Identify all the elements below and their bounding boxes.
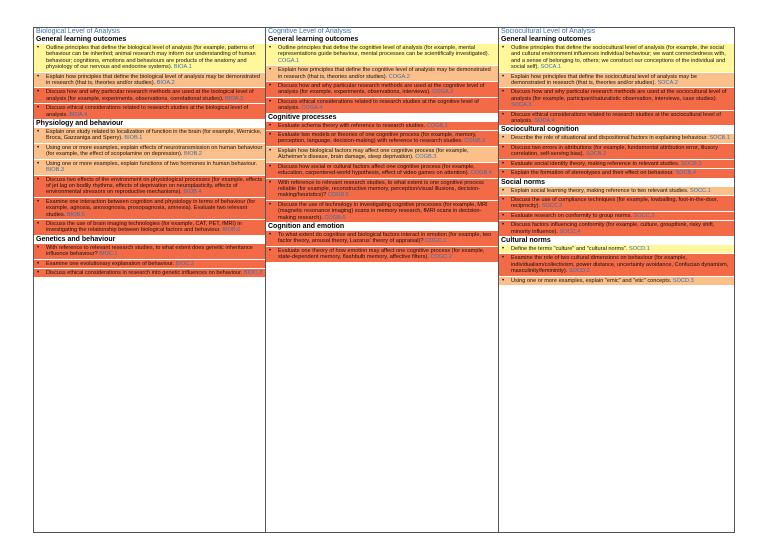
outcome-text: Discuss how and why particular research methods are used at the sociocultural level of analysis (for example, participant/naturalistic observation, interviews, case studies). [511,89,727,102]
bullet-icon: • [502,212,505,219]
outcome-text: Discuss two errors in attributions (for example, fundamental attribution error, illusory correlation, self-serving bias). [511,144,719,158]
outcome-text-wrapper [278,99,496,112]
section-heading: General learning outcomes [266,36,498,44]
learning-outcome-item [499,196,734,212]
outcome-code: BIOB.5 [66,211,85,218]
outcome-text: Discuss how social or cultural factors affect one cognitive process (for example, education, carpentered-world hypothesis, effect of video games on attention). [278,163,475,177]
section-heading: General learning outcomes [499,36,734,44]
learning-outcome-item [34,104,265,120]
outcome-text-wrapper [511,197,732,210]
learning-outcome-item [34,220,265,236]
bullet-icon: • [269,98,272,105]
outcome-text-wrapper [46,105,263,118]
bullet-icon: • [269,179,272,186]
outcome-code: BIOA.4 [69,111,88,118]
learning-outcome-item [499,73,734,89]
outcome-text-wrapper [511,278,732,284]
outcome-text: Discuss factors influencing conformity (for example, culture, groupthink, risky shift, minority influence). [511,222,715,235]
outcome-text: Using one or more examples, explain functions of two hormones in human behaviour. [46,160,258,167]
outcome-text-wrapper [511,255,732,274]
outcome-code: COGB.5 [327,192,349,199]
learning-outcome-item [34,244,265,260]
outcome-text: Define the terms "culture" and "cultural norms". [511,245,628,252]
outcome-text: Explain one study related to localization of function in the brain (for example, Wernicke, Broca, Gazzaniga and Sperry). [46,129,262,142]
learning-outcome-item [266,66,498,82]
learning-outcome-item [499,277,734,286]
outcome-code: SOCB.3 [680,160,702,167]
outcome-text-wrapper [46,177,263,196]
outcome-text-wrapper [46,270,263,276]
learning-outcome-item [266,201,498,223]
outcome-text-wrapper [511,222,732,235]
outcome-code: COGB.4 [470,170,492,177]
bullet-icon: • [502,255,505,262]
outcome-code: SOCC.1 [690,187,711,194]
bullet-icon: • [37,73,40,80]
outcome-code: SOCB.4 [675,170,696,177]
outcome-text-wrapper [511,246,732,252]
learning-outcome-item [499,212,734,221]
bullet-icon: • [37,45,40,51]
outcome-text: Discuss ethical considerations related to research studies at the cognitive level of analysis. [278,98,479,112]
outcome-text: With reference to relevant research studies, to what extent does genetic inheritance influence behaviour? [46,244,253,258]
outcome-text-wrapper [46,74,263,87]
learning-outcome-item [34,176,265,198]
outcome-text: Examine one interaction between cognition and physiology in terms of behaviour (for example, agnosia, anosognosia, prosopagnosia, amnesia). Evaluate two relevant studies. [46,198,256,218]
outcome-code: SOCD.1 [629,245,650,252]
bullet-icon: • [502,187,505,194]
outcome-code: SOCD.2 [568,268,590,275]
outcome-text-wrapper [511,74,732,87]
outcome-code: BIOC.3 [243,269,263,276]
outcome-text: Discuss two effects of the environment on physiological processes (for example, effects of jet lag on bodily rhythms, effects of deprivation on neuroplasticity, effects of environmental stressors on reproductive mechanisms). [46,176,263,196]
outcome-text-wrapper [46,221,263,234]
outcome-text-wrapper [278,180,496,199]
section-heading: Social norms [499,179,734,187]
outcome-code: BIOB.4 [183,189,202,196]
bullet-icon: • [502,277,505,284]
learning-outcome-item [34,260,265,269]
section-heading: Physiology and behaviour [34,120,265,128]
outcome-code: COGB.3 [415,154,437,161]
learning-outcome-item [499,160,734,169]
outcome-text: Discuss how and why particular research methods are used at the cognitive level of analysis (for example, experiments, observations, interviews). [278,83,485,96]
outcome-text-wrapper [46,199,263,218]
outcome-text: Evaluate two models or theories of one cognitive process (for example, memory, perception, language, decision-making) with reference to research studies. [278,132,477,145]
bullet-icon: • [502,245,505,252]
outcome-text-wrapper [511,45,732,71]
section-heading: Sociocultural cognition [499,126,734,134]
learning-outcome-item [499,144,734,160]
learning-outcome-item [499,111,734,127]
outcome-code: SOCB.1 [709,135,730,142]
outcome-code: SOCA.1 [540,64,562,71]
outcome-text-wrapper [278,83,496,96]
section-heading: Cognitive processes [266,114,498,122]
outcome-text-wrapper [511,145,732,158]
outcome-text-wrapper [511,135,732,141]
bullet-icon: • [269,247,272,254]
column-title: Biological Level of Analysis [36,28,121,35]
bullet-icon: • [37,105,40,112]
column-sociocultural [499,28,734,532]
outcome-text: Explain how principles that define the biological level of analysis may be demonstrated in research (that is, theories and/or studies). [46,73,260,87]
outcome-text: Using one or more examples, explain "emic" and "etic" concepts. [511,277,672,284]
bullet-icon: • [502,73,505,80]
learning-outcome-item [499,88,734,110]
bullet-icon: • [269,231,272,238]
syllabus-table [33,27,735,533]
bullet-icon: • [502,111,505,118]
learning-outcome-item [266,147,498,163]
bullet-icon: • [269,147,272,154]
learning-outcome-item [34,160,265,176]
outcome-code: BIOA.1 [173,64,192,71]
section-heading: General learning outcomes [34,36,265,44]
outcome-text: Discuss ethical considerations in research into genetic influences on behaviour. [46,269,243,276]
bullet-icon: • [502,170,505,177]
outcome-text-wrapper [278,123,496,129]
learning-outcome-item [266,122,498,131]
outcome-text: Evaluate social identity theory, making reference to relevant studies. [511,160,680,167]
outcome-text-wrapper [278,45,496,64]
outcome-text-wrapper [278,232,496,245]
outcome-code: SOCC.4 [559,228,581,235]
outcome-text: Evaluate schema theory with reference to research studies. [278,122,426,129]
outcome-text-wrapper [511,89,732,108]
bullet-icon: • [269,132,272,139]
outcome-text: Examine the role of two cultural dimensions on behaviour (for example, individualism/collectivism, power distance, uncertainty avoidance, Confucian dynamism, masculinity/femininity). [511,255,729,275]
bullet-icon: • [502,45,505,51]
outcome-text: Discuss how and why particular research methods are used at the biological level of analysis (for example, experiments, observations, correlational studies). [46,89,254,102]
outcome-text: Explain how principles that define the cognitive level of analysis may be demonstrated in research (that is, theories and/or studies). [278,67,491,80]
bullet-icon: • [269,67,272,74]
outcome-text: Discuss ethical considerations related to research studies at the biological level of analysis. [46,105,249,118]
bullet-icon: • [269,122,272,129]
section-heading: Genetics and behaviour [34,236,265,244]
learning-outcome-item [266,231,498,247]
learning-outcome-item [499,221,734,237]
outcome-code: SOCA.2 [657,80,678,87]
outcome-text-wrapper [511,170,732,176]
outcome-text-wrapper [278,164,496,177]
outcome-text-wrapper [511,161,732,167]
outcome-code: BIOB.6 [222,227,241,234]
bullet-icon: • [37,160,40,167]
outcome-text: Explain how biological factors may affect one cognitive process (for example, Alzheimer's disease, brain damage, sleep deprivation). [278,147,469,161]
outcome-text-wrapper [278,132,496,145]
outcome-code: BIOB.1 [124,135,143,142]
outcome-text-wrapper [46,45,263,71]
learning-outcome-item [34,44,265,73]
outcome-text: Discuss the use of brain imaging technologies (for example, CAT, PET, fMRI) in investigating the relationship between biological factors and behaviour. [46,220,242,234]
learning-outcome-item [266,44,498,66]
outcome-text-wrapper [511,112,732,125]
outcome-text: Outline principles that define the sociocultural level of analysis (for example, the social and cultural environment influences individual behaviour; we want connectedness with, and a sense of belonging to, others; we construct our conceptions of the individual and social self). [511,45,726,71]
outcome-text: Discuss the use of compliance techniques (for example, lowballing, foot-in-the-door, reciprocity). [511,196,719,210]
learning-outcome-item [266,179,498,201]
learning-outcome-item [266,163,498,179]
outcome-text-wrapper [511,213,732,219]
bullet-icon: • [269,83,272,90]
outcome-text-wrapper [46,161,263,174]
column-title: Cognitive Level of Analysis [268,28,352,35]
learning-outcome-item [34,73,265,89]
outcome-code: COGB.6 [324,214,346,221]
bullet-icon: • [37,260,40,267]
learning-outcome-item [499,245,734,254]
bullet-icon: • [37,244,40,251]
bullet-icon: • [502,222,505,229]
outcome-code: SOCC.2 [541,203,563,210]
learning-outcome-item [499,254,734,276]
column-cognitive [266,28,499,532]
outcome-text: Outline principles that define the cognitive level of analysis (for example, mental representations guide behaviour, mental processes can be scientifically investigated). [278,45,490,58]
learning-outcome-item [34,144,265,160]
outcome-text: Using one or more examples, explain effects of neurotransmission on human behaviour (for example, the effect of scopolamine on depression). [46,144,263,158]
bullet-icon: • [37,176,40,183]
outcome-text: Discuss ethical considerations related to research studies at the sociocultural level of analysis. [511,111,721,125]
outcome-text-wrapper [278,148,496,161]
section-heading: Cognition and emotion [266,223,498,231]
outcome-text-wrapper [278,248,496,261]
bullet-icon: • [502,89,505,96]
learning-outcome-item [499,44,734,73]
outcome-code: COGB.1 [426,122,448,129]
outcome-text: Evaluate one theory of how emotion may affect one cognitive process (for example, state-dependent memory, flashbulb memory, affective filters). [278,247,485,261]
outcome-text: With reference to relevant research studies, to what extent is one cognitive process reliable (for example, reconstructive memory, perception/visual illusions, decision-making/heuristics)? [278,179,484,199]
bullet-icon: • [502,196,505,203]
outcome-text: Explain social learning theory, making reference to two relevant studies. [511,187,689,194]
outcome-code: BIOB.3 [46,167,65,174]
outcome-code: COGA.3 [432,89,454,96]
outcome-text: Evaluate research on conformity to group norms. [511,212,632,219]
outcome-code: COGA.1 [278,57,300,64]
bullet-icon: • [269,201,272,208]
outcome-code: COGB.2 [464,138,486,145]
outcome-code: BIOB.2 [183,151,203,158]
bullet-icon: • [502,160,505,167]
learning-outcome-item [34,269,265,278]
column-title: Sociocultural Level of Analysis [501,28,596,35]
bullet-icon: • [502,135,505,142]
learning-outcome-item [266,247,498,263]
outcome-text-wrapper [46,145,263,158]
outcome-text: Describe the role of situational and dispositional factors in explaining behaviour. [511,135,708,142]
learning-outcome-item [499,187,734,196]
bullet-icon: • [269,45,272,51]
bullet-icon: • [37,144,40,151]
learning-outcome-item [34,88,265,104]
outcome-text-wrapper [278,67,496,80]
learning-outcome-item [34,198,265,220]
outcome-code: COGA.4 [301,105,323,112]
learning-outcome-item [499,134,734,143]
outcome-text-wrapper [46,129,263,142]
outcome-text-wrapper [46,89,263,102]
outcome-text-wrapper [278,202,496,221]
outcome-text: Discuss the use of technology in investigating cognitive processes (for example, MRI (magnetic resonance imaging) scans in memory research, fMRI scans in decision-making research). [278,201,488,221]
learning-outcome-item [266,131,498,147]
outcome-code: COGC.2 [430,254,452,261]
outcome-text: To what extent do cognitive and biological factors interact in emotion (for example, two factor theory, arousal theory, Lazarus' theory of appraisal)? [278,231,492,245]
outcome-text: Examine one evolutionary explanation of behaviour. [46,260,175,267]
learning-outcome-item [34,128,265,144]
bullet-icon: • [37,129,40,136]
bullet-icon: • [269,163,272,170]
learning-outcome-item [266,98,498,114]
outcome-code: SOCC.3 [633,212,655,219]
bullet-icon: • [37,198,40,205]
outcome-text: Explain how principles that define the sociocultural level of analysis may be demonstrated in research (that is, theories and/or studies). [511,73,697,87]
outcome-text-wrapper [46,245,263,258]
outcome-code: SOCA.3 [511,102,532,109]
learning-outcome-item [499,169,734,178]
bullet-icon: • [37,269,40,276]
outcome-text: Explain the formation of stereotypes and their effect on behaviour. [511,170,674,177]
bullet-icon: • [37,220,40,227]
outcome-code: SOCD.3 [672,277,694,284]
outcome-code: BIOA.2 [156,80,175,87]
outcome-code: SOCA.4 [534,118,555,125]
outcome-code: COGC.1 [425,238,447,245]
outcome-code: BIOC.2 [175,260,195,267]
outcome-code: SOCB.2 [585,151,607,158]
outcome-code: BIOA.3 [225,95,244,102]
outcome-text-wrapper [46,261,263,267]
outcome-code: BIOC.1 [99,251,118,258]
learning-outcome-item [266,82,498,98]
outcome-text: Outline principles that define the biological level of analysis (for example, patterns of behaviour can be inherited; animal research may inform our understanding of human behaviour; cognitions, emotions and behaviours are products of the anatomy and physiology of our nervous and endocrine systems). [46,45,256,71]
column-biological [34,28,266,532]
outcome-text-wrapper [511,188,732,194]
section-heading: Cultural norms [499,237,734,245]
bullet-icon: • [37,89,40,96]
bullet-icon: • [502,144,505,151]
outcome-code: COGA.2 [388,73,410,80]
